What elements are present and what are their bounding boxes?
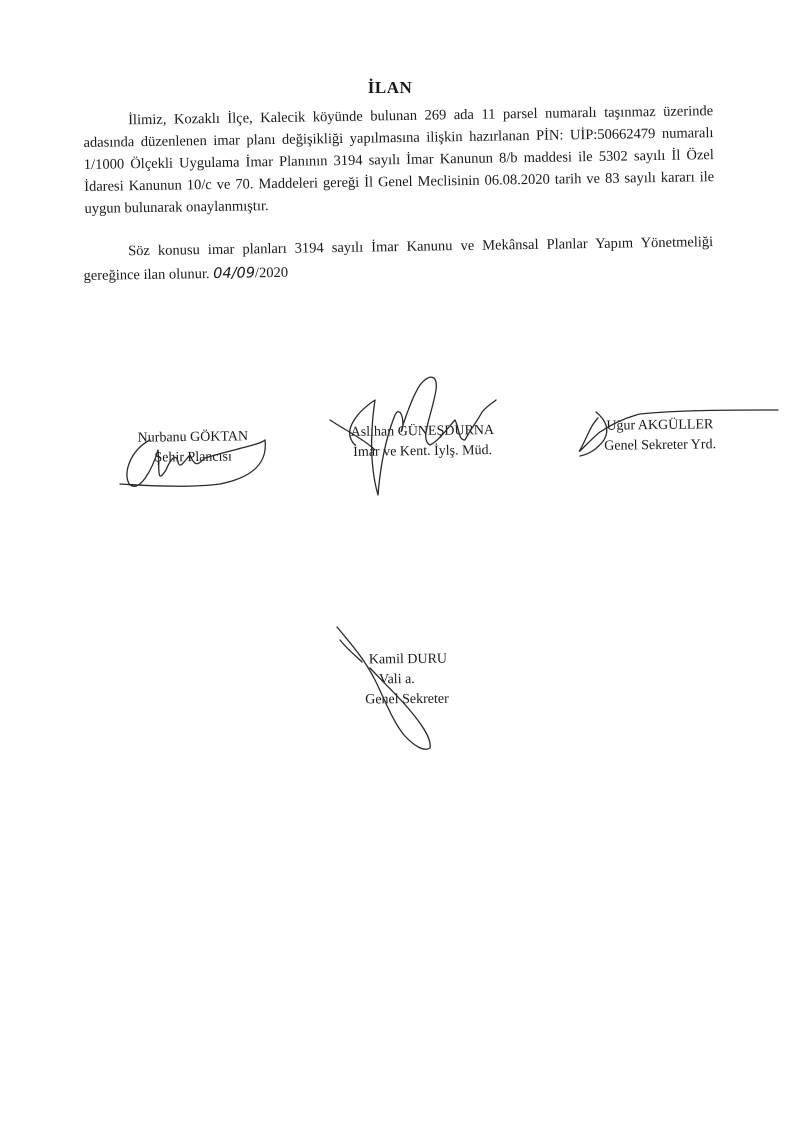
signature-scribble-planner: [120, 440, 265, 486]
signature-scribble-deputy-secretary: [579, 410, 778, 451]
date-year: /2020: [254, 264, 289, 282]
signer-role: İmar ve Kent. İylş. Müd.: [353, 443, 493, 460]
signer-role: Genel Sekreter Yrd.: [604, 437, 717, 454]
signer-name: Uğur AKGÜLLER: [606, 417, 714, 434]
closing-text: Söz konusu imar planları 3194 sayılı İmar Kanunu ve Mekânsal Planlar Yapım Yönetmeliği gereğince ilan olunur.: [83, 234, 714, 284]
signer-role: Şehir Plancısı: [154, 449, 232, 466]
signer-name: Nurbanu GÖKTAN: [137, 429, 249, 446]
paragraph-text: İlimiz, Kozaklı İlçe, Kalecik köyünde bulunan 269 ada 11 parsel numaralı taşınmaz üzerinde adasında düzenlenen imar planı değişikliği yapılmasına ilişkin hazırlanan PİN: UİP:50662479 numaralı 1/1000 Ölçekli Uygulama İmar Planının 3194 sayılı İmar Kanunun 8/b maddesi ile 5302 sayılı İl Özel İdaresi Kanunun 10/c ve 70. Maddeleri gereği İl Genel Meclisinin 06.08.2020 tarih ve 83 sayılı kararı ile uygun bulunarak onaylanmıştır.: [83, 103, 715, 217]
signer-name: Kamil DURU: [368, 651, 448, 668]
signer-title: Genel Sekreter: [365, 691, 449, 708]
signer-name: Aslıhan GÜNEŞDURNA: [350, 422, 495, 441]
signature-scribble-secretary-general: [337, 627, 430, 749]
handwritten-date: 04/09: [213, 265, 256, 282]
signature-scribble-director: [350, 377, 496, 495]
document-title: İLAN: [367, 78, 413, 97]
signer-role: Vali a.: [378, 672, 415, 688]
